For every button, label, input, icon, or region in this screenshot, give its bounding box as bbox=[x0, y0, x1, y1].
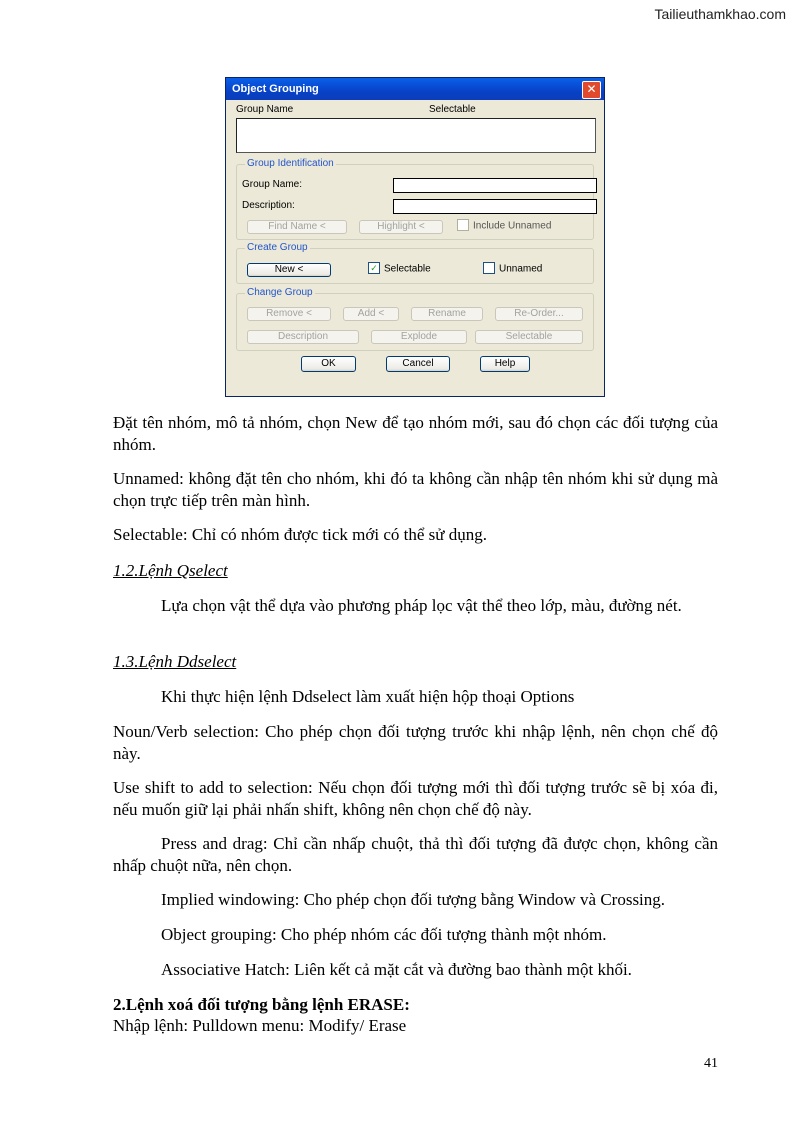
group-identification-box bbox=[236, 158, 594, 240]
add-button[interactable]: Add < bbox=[343, 307, 399, 321]
change-group-box bbox=[236, 287, 594, 351]
rename-button[interactable]: Rename bbox=[411, 307, 483, 321]
heading-ddselect: 1.3.Lệnh Ddselect bbox=[113, 652, 237, 671]
watermark: Tailieuthamkhao.com bbox=[654, 6, 786, 22]
new-button[interactable]: New < bbox=[247, 263, 331, 277]
paragraph-press-drag: Press and drag: Chỉ cần nhấp chuột, thả thì đối tượng đã được chọn, không cần nhấp chuột nữa, nên chọn. bbox=[113, 834, 718, 875]
create-group-box bbox=[236, 242, 594, 284]
paragraph-selectable: Selectable: Chỉ có nhóm được tick mới có thể sử dụng. bbox=[113, 525, 487, 544]
unnamed-label: Unnamed bbox=[499, 263, 543, 275]
list-header-group-name: Group Name bbox=[236, 104, 294, 115]
paragraph-unnamed: Unnamed: không đặt tên cho nhóm, khi đó ta không cần nhập tên nhóm khi sử dụng mà chọn trực tiếp trên màn hình. bbox=[113, 469, 718, 510]
page-number: 41 bbox=[704, 1056, 718, 1071]
checkmark-icon[interactable]: ✓ bbox=[368, 262, 380, 274]
paragraph-object-grouping: Object grouping: Cho phép nhóm các đối tượng thành một nhóm. bbox=[161, 925, 607, 944]
paragraph-naming: Đặt tên nhóm, mô tả nhóm, chọn New để tạo nhóm mới, sau đó chọn các đối tượng của nhóm. bbox=[113, 413, 718, 454]
dialog-title: Object Grouping bbox=[226, 78, 604, 100]
selectable-option[interactable] bbox=[368, 263, 431, 275]
paragraph-associative-hatch: Associative Hatch: Liên kết cả mặt cắt và đường bao thành một khối. bbox=[161, 960, 632, 979]
group-name-label: Group Name: bbox=[242, 179, 303, 190]
selectable-button[interactable]: Selectable bbox=[475, 330, 583, 344]
include-unnamed-checkbox[interactable] bbox=[457, 219, 469, 231]
paragraph-ddselect-intro: Khi thực hiện lệnh Ddselect làm xuất hiện hộp thoại Options bbox=[161, 687, 575, 706]
reorder-button[interactable]: Re-Order... bbox=[495, 307, 583, 321]
close-icon[interactable]: ✕ bbox=[582, 81, 601, 99]
paragraph-erase-command: Nhập lệnh: Pulldown menu: Modify/ Erase bbox=[113, 1016, 407, 1035]
paragraph-use-shift: Use shift to add to selection: Nếu chọn đối tượng mới thì đối tượng trước sẽ bị xóa đi, nếu muốn giữ lại phải nhấn shift, không nên chọn chế độ này. bbox=[113, 778, 718, 819]
cancel-button[interactable]: Cancel bbox=[386, 356, 450, 372]
paragraph-qselect: Lựa chọn vật thể dựa vào phương pháp lọc vật thể theo lớp, màu, đường nét. bbox=[161, 596, 682, 615]
description-button[interactable]: Description bbox=[247, 330, 359, 344]
heading-qselect: 1.2.Lệnh Qselect bbox=[113, 561, 228, 580]
description-field[interactable] bbox=[393, 199, 597, 214]
find-name-button[interactable]: Find Name < bbox=[247, 220, 347, 234]
create-group-label: Create Group bbox=[247, 242, 308, 253]
include-unnamed-option[interactable] bbox=[457, 220, 551, 232]
paragraph-implied-windowing: Implied windowing: Cho phép chọn đối tượng bằng Window và Crossing. bbox=[161, 890, 666, 909]
heading-erase: 2.Lệnh xoá đối tượng bằng lệnh ERASE: bbox=[113, 995, 410, 1014]
include-unnamed-label: Include Unnamed bbox=[473, 220, 552, 232]
list-header-selectable: Selectable bbox=[429, 104, 476, 115]
selectable-label: Selectable bbox=[384, 263, 431, 275]
remove-button[interactable]: Remove < bbox=[247, 307, 331, 321]
help-button[interactable]: Help bbox=[480, 356, 530, 372]
highlight-button[interactable]: Highlight < bbox=[359, 220, 443, 234]
unnamed-option[interactable] bbox=[483, 263, 542, 275]
group-identification-label: Group Identification bbox=[247, 158, 334, 169]
explode-button[interactable]: Explode bbox=[371, 330, 467, 344]
description-label: Description: bbox=[242, 200, 295, 211]
unnamed-checkbox[interactable] bbox=[483, 262, 495, 274]
paragraph-noun-verb: Noun/Verb selection: Cho phép chọn đối tượng trước khi nhập lệnh, nên chọn chế độ này. bbox=[113, 722, 718, 763]
object-grouping-dialog bbox=[225, 77, 605, 397]
group-list[interactable] bbox=[236, 118, 596, 153]
change-group-label: Change Group bbox=[247, 287, 313, 298]
group-name-field[interactable] bbox=[393, 178, 597, 193]
ok-button[interactable]: OK bbox=[301, 356, 356, 372]
